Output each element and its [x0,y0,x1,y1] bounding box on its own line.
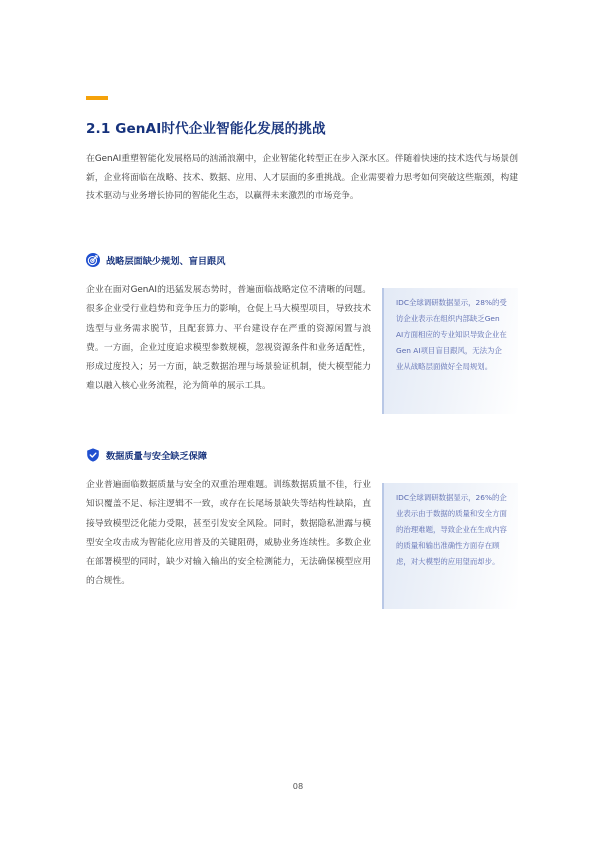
section-intro: 在GenAI重塑智能化发展格局的汹涌浪潮中，企业智能化转型正在步入深水区。伴随着快速的技术迭代与场景创新，企业将面临在战略、技术、数据、应用、人才层面的多重挑战。企业需要着力思考如何突破这些瓶颈，构建技术驱动与业务增长协同的智能化生态，以赢得未来激烈的市场竞争。 [86,154,518,202]
section-title: 2.1 GenAI时代企业智能化发展的挑战 [86,121,326,137]
callout-text: IDC全球调研数据显示，28%的受访企业表示在组织内部缺乏Gen AI方面相应的专业知识导致企业在Gen AI项目盲目跟风，无法为企业从战略层面做好全局规划。 [396,298,507,372]
subsection-body-strategy: 企业在面对GenAI的迅猛发展态势时，普遍面临战略定位不清晰的问题。很多企业受行业趋势和竞争压力的影响，仓促上马大模型项目，导致技术选型与业务需求脱节，且配套算力、平台建设存在严重的资源闲置与浪费。一方面，企业过度追求模型参数规模，忽视资源条件和业务适配性，形成过度投入；另一方面，缺乏数据治理与场景验证机制，使大模型能力难以融入核心业务流程，沦为简单的展示工具。 [86,285,371,392]
subsection-heading-strategy [86,253,225,267]
subsection-heading-data-security [86,448,207,462]
callout-box-data-security [382,483,518,609]
page-number: 08 [292,781,304,791]
callout-box-strategy [382,288,518,414]
section-accent-bar [86,96,108,100]
target-icon [86,253,100,267]
shield-check-icon [86,448,100,462]
subsection-body-data-security: 企业普遍面临数据质量与安全的双重治理难题。训练数据质量不佳，行业知识覆盖不足、标注逻辑不一致，或存在长尾场景缺失等结构性缺陷，直接导致模型泛化能力受限，甚至引发安全风险。同时，数据隐私泄露与模型安全攻击成为智能化应用普及的关键阻碍，威胁业务连续性。多数企业在部署模型的同时，缺少对输入输出的安全检测能力，无法确保模型应用的合规性。 [86,480,371,587]
callout-text: IDC全球调研数据显示，26%的企业表示由于数据的质量和安全方面的治理难题，导致企业在生成内容的质量和输出准确性方面存在顾虑，对大模型的应用望而却步。 [396,493,507,567]
subsection-heading-label: 战略层面缺少规划、盲目跟风 [106,256,226,267]
subsection-heading-label: 数据质量与安全缺乏保障 [106,451,208,462]
